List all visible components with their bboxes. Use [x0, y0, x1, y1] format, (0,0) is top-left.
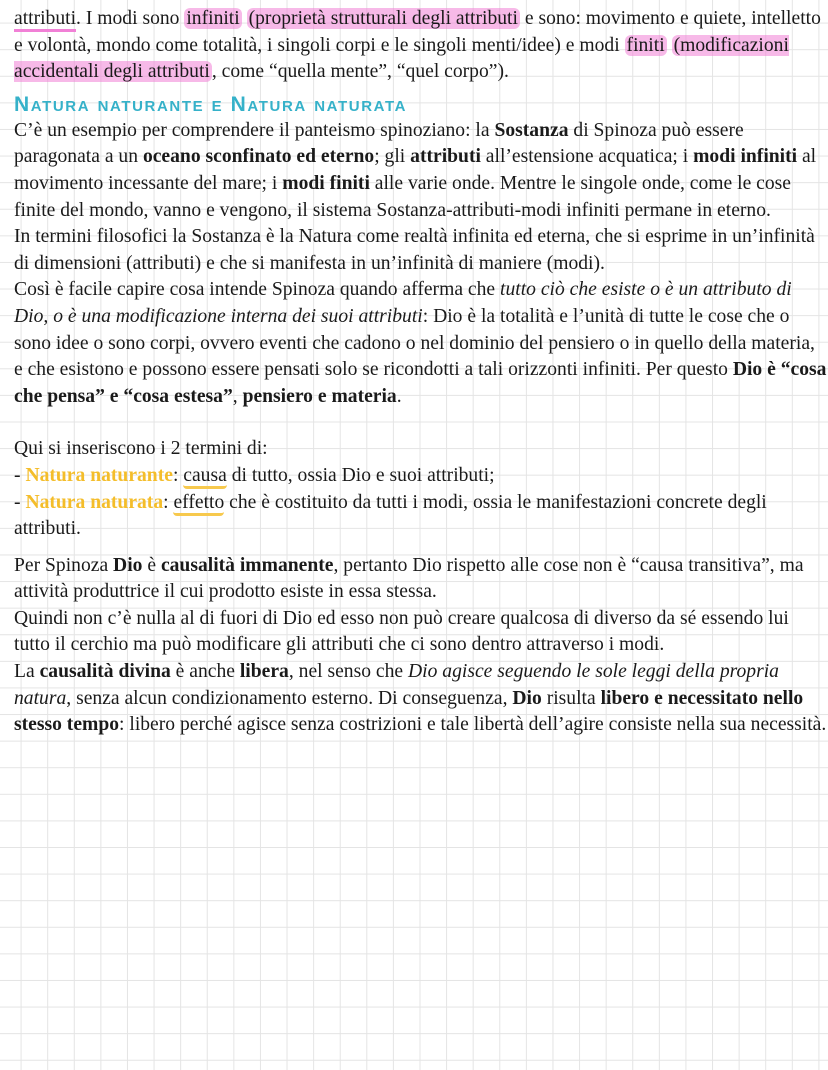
section-heading: Natura naturante e Natura naturata — [14, 92, 408, 116]
paragraph-causalita-libera: La causalità divina è anche libera, nel senso che Dio agisce seguendo le sole leggi della propria natura, senza alcun condizionamento esterno. Di conseguenza, Dio risulta libero e necessitato nello stesso tempo: libero perché agisce senza costrizioni e tale libertà dell’agire consiste nella sua necessità. — [14, 661, 827, 736]
intro-paragraph: attributi. I modi sono infiniti (proprietà strutturali degli attributi e sono: movimento e quiete, intelletto e volontà, mondo come totalità, i singoli corpi e le singoli menti/idee) e modi finiti (modificazioni accidentali degli attributi , come “quella mente”, “quel corpo”). — [14, 8, 821, 83]
paragraph-causalita-immanente: Per Spinoza Dio è causalità immanente, pertanto Dio rispetto alle cose non è “causa transitiva”, ma attività produttrice il cui prodotto esiste in essa stessa. — [14, 554, 804, 603]
terms-intro: Qui si inseriscono i 2 termini di: — [14, 438, 268, 460]
underline-causa: causa — [183, 465, 227, 489]
list-item-natura-naturata: - Natura naturata: effetto che è costituito da tutti i modi, ossia le manifestazioni concrete degli attributi. — [14, 491, 767, 540]
underline-effetto: effetto — [173, 492, 224, 516]
term-natura-naturata: Natura naturata — [25, 491, 164, 513]
highlight-attributi: attributi — [14, 8, 76, 32]
paragraph-ocean-example: C’è un esempio per comprendere il panteismo spinoziano: la Sostanza di Spinoza può essere paragonata a un oceano sconfinato ed eterno; gli attributi all’estensione acquatica; i modi infiniti al movimento incessante del mare; i modi finiti alle varie onde. Mentre le singole onde, come le cose finite del mondo, vanno e vengono, il sistema Sostanza-attributi-modi infiniti permane in eterno. — [14, 119, 817, 221]
paragraph-attributes: Così è facile capire cosa intende Spinoza quando afferma che tutto ciò che esiste o è un attributo di Dio, o è una modificazione interna dei suoi attributi: Dio è la totalità e l’unità di tutte le cose che o sono idee o sono corpi, ovvero eventi che cadono o nel dominio del pensiero o in quello della materia, e che esistono e possono essere pensati solo se ricondotti a tali orizzonti infiniti. Per questo Dio è “cosa che pensa” e “cosa estesa”, pensiero e materia. — [14, 279, 827, 407]
highlight-proprieta: (proprietà strutturali degli attributi — [248, 8, 518, 29]
paragraph-nulla-fuori-dio: Quindi non c’è nulla al di fuori di Dio ed esso non può creare qualcosa di diverso da sé essendo lui tutto il cerchio ma può modificare gli attributi che ci sono dentro attraverso i modi. — [14, 607, 789, 656]
highlight-infiniti: infiniti — [186, 8, 240, 29]
notes-page — [14, 6, 828, 739]
highlight-finiti: finiti — [626, 34, 665, 56]
list-item-natura-naturante: - Natura naturante: causa di tutto, ossia Dio e suoi attributi; — [14, 463, 828, 490]
term-natura-naturante: Natura naturante — [25, 464, 173, 486]
highlight-modificazioni: (modificazioni accidentali degli attributi — [14, 34, 789, 83]
paragraph-philosophical-terms: In termini filosofici la Sostanza è la Natura come realtà infinita ed eterna, che si esprime in un’infinità di dimensioni (attributi) e che si manifesta in un’infinità di maniere (modi). — [14, 226, 815, 274]
